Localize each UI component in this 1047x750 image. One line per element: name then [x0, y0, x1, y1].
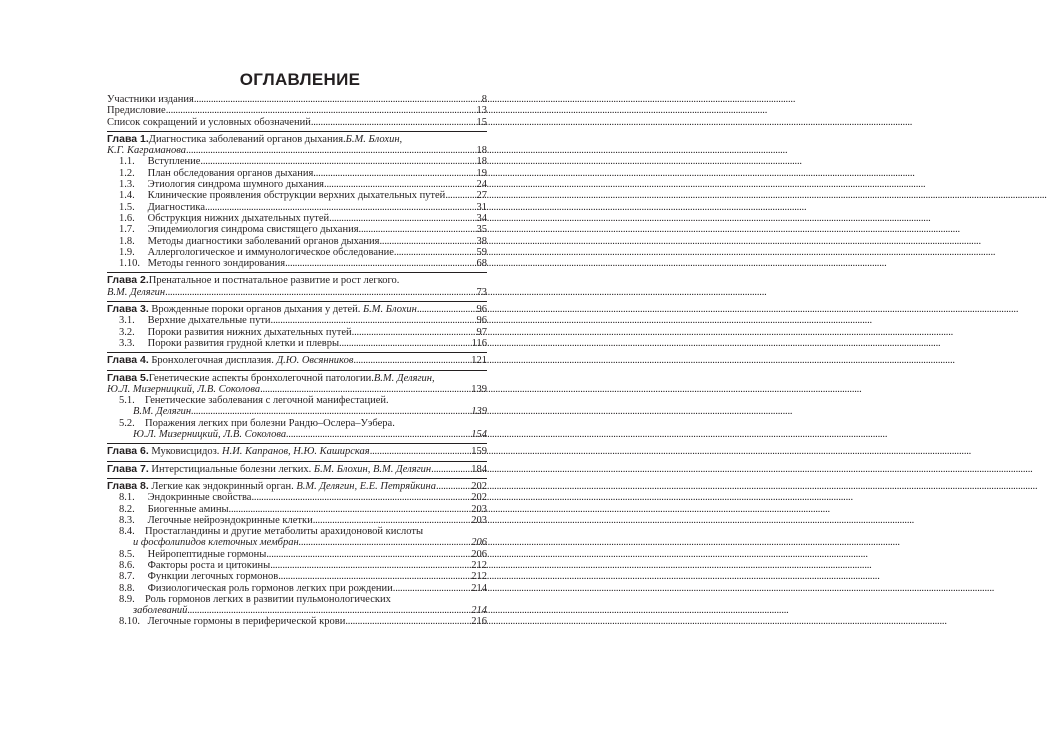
chapter-number: Глава 5.: [107, 371, 149, 384]
table-of-contents: [107, 94, 487, 629]
page-number: 121: [471, 355, 487, 367]
leader-dots: [194, 94, 474, 105]
section-number: 1.8.: [119, 235, 135, 247]
section-line: [107, 515, 487, 526]
chapter-title: Генетические аспекты бронхолегочной патологии.: [148, 372, 374, 384]
section-line: [107, 258, 487, 269]
leader-dots: [431, 464, 470, 475]
leader-dots: [345, 616, 470, 627]
section-number: 1.4.: [119, 190, 135, 202]
chapter-title: Врожденные пороки органов дыхания у детей.: [151, 304, 361, 316]
section-line: [107, 168, 487, 179]
leader-dots: [394, 247, 474, 258]
section-line: [107, 156, 487, 167]
section-authors-line: [107, 429, 487, 440]
entry-text: [119, 549, 266, 560]
page-number: 214: [471, 582, 487, 594]
entry-text: [107, 145, 186, 156]
chapter-number: Глава 7.: [107, 462, 149, 475]
section-title-cont: заболеваний: [133, 605, 188, 617]
section-line: [107, 616, 487, 627]
entry-text: [119, 571, 278, 582]
chapter-authors: Б.М. Блохин: [362, 304, 417, 316]
section-title: Эпидемиология синдрома свистящего дыхания: [147, 224, 359, 236]
entry-text: [107, 446, 370, 457]
section-number: 1.2.: [119, 167, 135, 179]
entry-text: [107, 464, 431, 475]
page-number: 27: [476, 190, 487, 202]
chapter-title: Диагностика заболеваний органов дыхания.: [148, 133, 346, 145]
leader-dots: [271, 315, 474, 326]
entry-text: [119, 327, 352, 338]
entry-text: [107, 481, 436, 492]
page-number: 202: [471, 480, 487, 492]
leader-dots: [191, 406, 470, 417]
chapter-authors-cont: Ю.Л. Мизерницкий, Л.В. Соколова: [107, 383, 261, 395]
entry-text: [119, 236, 379, 247]
leader-dots: [270, 560, 470, 571]
chapter-number: Глава 6.: [107, 445, 149, 458]
chapter-sections: [107, 395, 487, 440]
section-number: 1.1.: [119, 156, 135, 168]
front-matter-entry: [107, 94, 487, 105]
section-cont-line: [107, 605, 487, 616]
section-authors: Ю.Л. Мизерницкий, Л.В. Соколова: [133, 429, 287, 441]
section-title: Физиологическая роль гормонов легких при рождении: [147, 582, 393, 594]
leader-dots: [266, 549, 470, 560]
leader-dots: [166, 105, 474, 116]
chapter-authors-cont: К.Г. Каграманова: [107, 145, 186, 157]
leader-dots: [393, 583, 470, 594]
page-number: 203: [471, 514, 487, 526]
entry-text: [107, 384, 260, 395]
section-title: Простагландины и другие метаболиты арахидоновой кислоты: [145, 526, 424, 538]
page-number: 18: [476, 156, 487, 168]
chapter-heading-line: [107, 355, 487, 366]
chapter-entry: [107, 301, 487, 315]
section-title: Генетические заболевания с легочной манифестацией.: [145, 395, 389, 407]
entry-text: [107, 304, 417, 315]
chapter-entry: [107, 272, 487, 298]
leader-dots: [436, 481, 470, 492]
chapter-authors-line: [107, 384, 487, 395]
chapter-heading-line: [107, 304, 487, 315]
entry-text: [119, 504, 229, 515]
chapter-authors: Д.Ю. Овсянников: [276, 355, 354, 367]
section-number: 8.5.: [119, 548, 135, 560]
page-number: 59: [476, 246, 487, 258]
page-number: 184: [471, 463, 487, 475]
section-line: [107, 338, 487, 349]
chapter-title: Бронхолегочная дисплазия.: [151, 355, 274, 367]
chapter-heading-line: [107, 275, 487, 286]
leader-dots: [313, 515, 471, 526]
section-line: [107, 247, 487, 258]
chapter-number: Глава 1.: [107, 132, 149, 145]
section-line: [107, 327, 487, 338]
chapter-entry: [107, 478, 487, 492]
chapter-authors: Н.И. Капранов, Н.Ю. Каширская: [222, 446, 370, 458]
chapter-title: Интерстициальные болезни легких.: [151, 463, 312, 475]
section-title: Верхние дыхательные пути: [147, 315, 271, 327]
section-line: [107, 202, 487, 213]
leader-dots: [339, 338, 471, 349]
section-title: Методы генного зондирования: [147, 258, 286, 270]
section-title: Поражения легких при болезни Рандю–Ослера–Уэбера.: [145, 417, 395, 429]
leader-dots: [417, 304, 474, 315]
page-number: 203: [471, 503, 487, 515]
section-title: Биогенные амины: [147, 503, 229, 515]
entry-text: [133, 429, 286, 440]
entry-text: [119, 202, 205, 213]
section-authors-line: [107, 406, 487, 417]
section-number: 1.7.: [119, 224, 135, 236]
chapter-authors-line: [107, 287, 487, 298]
page-number: 35: [476, 224, 487, 236]
page-number: 159: [471, 446, 487, 458]
chapter-entry: [107, 443, 487, 457]
section-line: [107, 395, 487, 406]
page-number: 139: [471, 406, 487, 418]
chapter-title: Муковисцидоз.: [151, 446, 220, 458]
page-number: 19: [476, 167, 487, 179]
page-number: 38: [476, 235, 487, 247]
page-number: 154: [471, 429, 487, 441]
entry-text: [133, 406, 191, 417]
leader-dots: [186, 145, 474, 156]
page-number: 13: [476, 105, 487, 117]
chapter-heading-line: [107, 464, 487, 475]
section-number: 5.2.: [119, 417, 135, 429]
section-number: 8.4.: [119, 526, 135, 538]
chapter-entry: [107, 352, 487, 366]
section-cont-line: [107, 537, 487, 548]
chapter-number: Глава 3.: [107, 303, 149, 316]
section-title: Методы диагностики заболеваний органов дыхания: [147, 235, 380, 247]
leader-dots: [278, 571, 470, 582]
section-number: 8.9.: [119, 593, 135, 605]
section-number: 8.7.: [119, 571, 135, 583]
section-number: 8.8.: [119, 582, 135, 594]
chapter-sections: [107, 156, 487, 269]
page-number: 206: [471, 537, 487, 549]
section-title: Функции легочных гормонов: [147, 571, 279, 583]
page-number: 73: [476, 286, 487, 298]
entry-text: [119, 258, 285, 269]
page-number: 18: [476, 145, 487, 157]
leader-dots: [359, 224, 474, 235]
section-number: 5.1.: [119, 395, 135, 407]
section-line: [107, 504, 487, 515]
section-title: Роль гормонов легких в развитии пульмонологических: [145, 593, 391, 605]
page-number: 24: [476, 179, 487, 191]
chapter-authors: В.М. Делягин, Е.Е. Петряйкина: [296, 480, 436, 492]
leader-dots: [445, 190, 474, 201]
section-line: [107, 560, 487, 571]
section-number: 8.6.: [119, 559, 135, 571]
page-number: 34: [476, 212, 487, 224]
chapter-title: Легкие как эндокринный орган.: [151, 480, 294, 492]
section-title: Нейропептидные гормоны: [147, 548, 267, 560]
entry-text: [107, 105, 166, 116]
section-number: 8.1.: [119, 492, 135, 504]
entry-text: [107, 94, 194, 105]
leader-dots: [251, 492, 470, 503]
leader-dots: [324, 179, 474, 190]
chapter-entry: [107, 370, 487, 396]
entry-text: [107, 355, 353, 366]
entry-title: Предисловие: [107, 105, 166, 117]
chapter-authors-cont: В.М. Делягин: [107, 286, 166, 298]
section-number: 1.9.: [119, 246, 135, 258]
section-title: План обследования органов дыхания: [147, 167, 314, 179]
leader-dots: [187, 605, 470, 616]
section-number: 8.2.: [119, 503, 135, 515]
section-number: 8.10.: [119, 616, 140, 628]
section-number: 1.6.: [119, 212, 135, 224]
section-number: 1.3.: [119, 179, 135, 191]
section-title: Этиология синдрома шумного дыхания: [147, 179, 325, 191]
page-number: 206: [471, 548, 487, 560]
leader-dots: [311, 117, 474, 128]
chapter-entry: [107, 461, 487, 475]
page-number: 212: [471, 559, 487, 571]
entry-text: [133, 537, 299, 548]
section-line: [107, 571, 487, 582]
entry-text: [119, 247, 394, 258]
section-line: [107, 594, 487, 605]
section-number: 1.10.: [119, 258, 140, 270]
page-number: 116: [471, 337, 487, 349]
page-number: 214: [471, 605, 487, 617]
front-matter-entry: [107, 117, 487, 128]
section-line: [107, 315, 487, 326]
chapter-authors: Б.М. Блохин,: [345, 133, 403, 145]
page-number: 8: [481, 94, 487, 105]
section-line: [107, 213, 487, 224]
entry-text: [119, 168, 313, 179]
chapter-sections: [107, 492, 487, 628]
section-title: Обструкция нижних дыхательных путей: [147, 212, 330, 224]
entry-title: Список сокращений и условных обозначений: [107, 116, 311, 128]
entry-text: [119, 156, 200, 167]
section-title: Диагностика: [147, 201, 205, 213]
entry-text: [119, 338, 339, 349]
leader-dots: [379, 236, 474, 247]
section-line: [107, 549, 487, 560]
section-number: 3.3.: [119, 337, 135, 349]
section-authors: В.М. Делягин: [133, 406, 192, 418]
chapter-number: Глава 8.: [107, 479, 149, 492]
chapter-title: Пренатальное и постнатальное развитие и рост легкого.: [148, 275, 400, 287]
section-title: Пороки развития грудной клетки и плевры: [147, 337, 340, 349]
entry-text: [119, 315, 271, 326]
leader-dots: [200, 156, 474, 167]
section-number: 1.5.: [119, 201, 135, 213]
leader-dots: [370, 446, 471, 457]
leader-dots: [313, 168, 474, 179]
page-number: 68: [476, 258, 487, 270]
entry-text: [133, 605, 187, 616]
chapter-entry: [107, 131, 487, 157]
leader-dots: [352, 327, 474, 338]
leader-dots: [353, 355, 470, 366]
page-number: 96: [476, 304, 487, 316]
chapter-number: Глава 4.: [107, 354, 149, 367]
leader-dots: [260, 384, 470, 395]
chapter-heading-line: [107, 134, 487, 145]
chapter-heading-line: [107, 373, 487, 384]
entry-text: [119, 213, 329, 224]
section-title: Факторы роста и цитокины: [147, 559, 271, 571]
chapter-authors: Б.М. Блохин, В.М. Делягин: [313, 463, 432, 475]
section-line: [107, 526, 487, 537]
section-line: [107, 583, 487, 594]
entry-text: [107, 117, 311, 128]
section-line: [107, 224, 487, 235]
page-number: 139: [471, 383, 487, 395]
section-line: [107, 190, 487, 201]
entry-text: [119, 190, 445, 201]
section-line: [107, 236, 487, 247]
page-number: 212: [471, 571, 487, 583]
page-number: 97: [476, 326, 487, 338]
entry-text: [119, 492, 251, 503]
entry-text: [119, 616, 345, 627]
section-line: [107, 418, 487, 429]
entry-text: [119, 560, 270, 571]
chapter-sections: [107, 315, 487, 349]
entry-text: [119, 583, 393, 594]
page-title: ОГЛАВЛЕНИЕ: [239, 70, 361, 89]
section-title: Эндокринные свойства: [147, 492, 252, 504]
leader-dots: [299, 537, 471, 548]
section-title: Аллергологическое и иммунологическое обследование: [147, 246, 394, 258]
leader-dots: [229, 504, 471, 515]
section-line: [107, 492, 487, 503]
chapter-number: Глава 2.: [107, 274, 149, 287]
chapter-authors: В.М. Делягин,: [373, 372, 435, 384]
chapter-authors-line: [107, 145, 487, 156]
leader-dots: [205, 202, 474, 213]
section-number: 3.1.: [119, 315, 135, 327]
section-title-cont: и фосфолипидов клеточных мембран: [133, 537, 299, 549]
entry-text: [119, 179, 324, 190]
page-number: 96: [476, 315, 487, 327]
page-number: 216: [471, 616, 487, 628]
section-title: Клинические проявления обструкции верхних дыхательных путей: [147, 190, 446, 202]
leader-dots: [285, 258, 474, 269]
chapter-heading-line: [107, 481, 487, 492]
section-title: Легочные гормоны в периферической крови: [147, 616, 346, 628]
page-number: 15: [476, 116, 487, 128]
entry-text: [119, 515, 313, 526]
section-title: Легочные нейроэндокринные клетки: [147, 514, 313, 526]
entry-text: [119, 224, 359, 235]
section-number: 8.3.: [119, 514, 135, 526]
leader-dots: [286, 429, 470, 440]
section-number: 3.2.: [119, 326, 135, 338]
section-title: Пороки развития нижних дыхательных путей: [147, 326, 352, 338]
front-matter-entry: [107, 105, 487, 116]
leader-dots: [329, 213, 474, 224]
page-number: 202: [471, 492, 487, 504]
section-line: [107, 179, 487, 190]
chapter-heading-line: [107, 446, 487, 457]
leader-dots: [165, 287, 474, 298]
entry-text: [107, 287, 165, 298]
entry-title: Участники издания: [107, 94, 194, 105]
page-number: 31: [476, 201, 487, 213]
section-title: Вступление: [147, 156, 201, 168]
